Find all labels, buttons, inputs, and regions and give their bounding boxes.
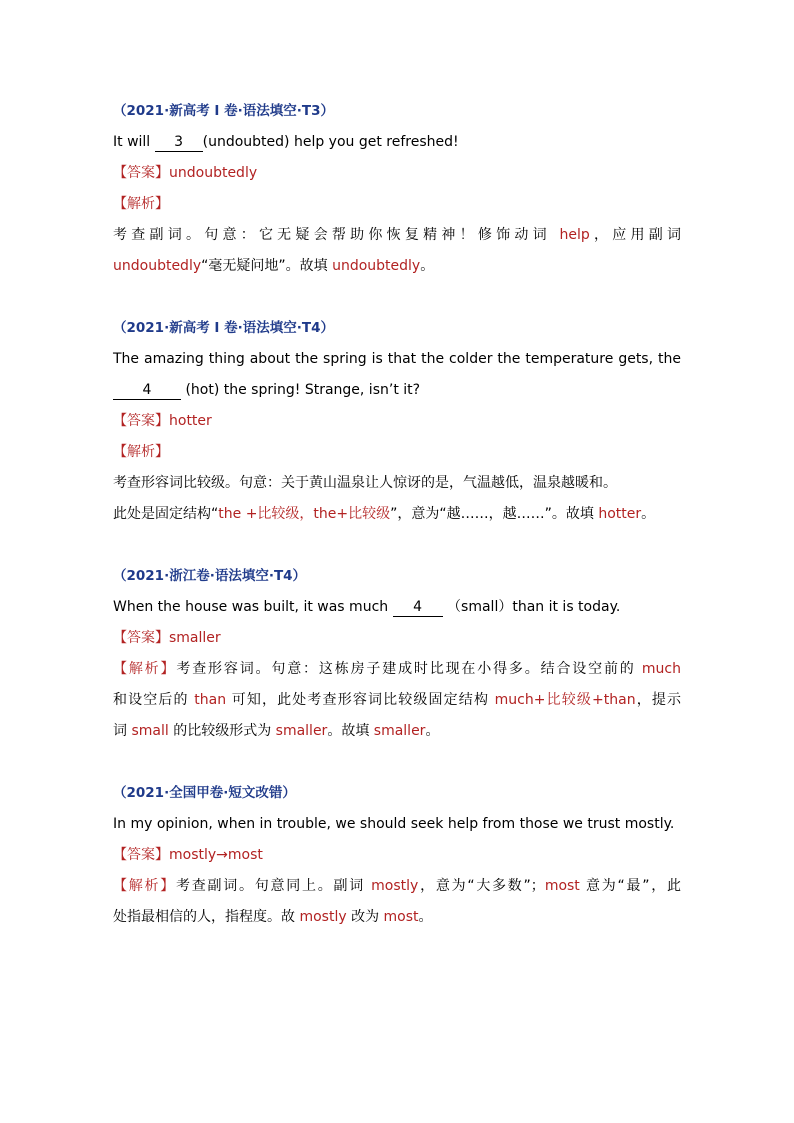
question-text: When the house was built, it was much 4 （small）than it is today. xyxy=(113,599,621,615)
answer-line xyxy=(113,840,681,871)
answer-text: mostly→most xyxy=(169,847,263,863)
section-heading: （2021·新高考 I 卷·语法填空·T3） xyxy=(113,103,334,119)
question-text: The amazing thing about the spring is that the colder the temperature gets, the xyxy=(113,351,681,367)
answer-line xyxy=(113,406,681,437)
answer-line xyxy=(113,623,681,654)
analysis-label: 【解析】 xyxy=(113,196,169,212)
analysis-text: 和设空后的 than 可知，此处考查形容词比较级固定结构 much+比较级+than，提示 xyxy=(113,692,682,708)
answer-label: 【答案】 xyxy=(113,413,169,429)
answer-label: 【答案】 xyxy=(113,630,169,646)
answer-label: 【答案】 xyxy=(113,847,169,863)
analysis-label: 【解析】 xyxy=(113,444,169,460)
section-heading: （2021·全国甲卷·短文改错） xyxy=(113,785,296,801)
analysis-text: 考查形容词比较级。句意：关于黄山温泉让人惊讶的是，气温越低，温泉越暖和。 xyxy=(113,475,617,491)
question-text: In my opinion, when in trouble, we should seek help from those we trust mostly. xyxy=(113,816,675,832)
analysis-text: 此处是固定结构“the +比较级，the+比较级”，意为“越……，越……”。故填 hotter。 xyxy=(113,506,656,522)
answer-blank: 4 xyxy=(113,381,181,400)
analysis-text: 考查副词。句意：它无疑会帮助你恢复精神！修饰动词 help，应用副词 xyxy=(113,227,682,243)
answer-text: hotter xyxy=(169,413,212,429)
answer-blank: 3 xyxy=(155,133,203,152)
answer-text: undoubtedly xyxy=(169,165,258,181)
section-heading: （2021·新高考 I 卷·语法填空·T4） xyxy=(113,320,334,336)
question-text: 4 (hot) the spring! Strange, isn’t it? xyxy=(113,375,681,406)
answer-label: 【答案】 xyxy=(113,165,169,181)
answer-line xyxy=(113,158,681,189)
analysis-text: 【解析】考查形容词。句意：这栋房子建成时比现在小得多。结合设空前的 much xyxy=(113,661,682,677)
analysis-text: 【解析】考查副词。句意同上。副词 mostly，意为“大多数”；most 意为“最”，此 xyxy=(113,878,681,894)
analysis-text: undoubtedly“毫无疑问地”。故填 undoubtedly。 xyxy=(113,258,435,274)
answer-text: smaller xyxy=(169,630,221,646)
section-heading: （2021·浙江卷·语法填空·T4） xyxy=(113,568,307,584)
answer-blank: 4 xyxy=(393,598,443,617)
question-text: It will 3 (undoubted) help you get refreshed! xyxy=(113,134,459,150)
analysis-text: 处指最相信的人，指程度。故 mostly 改为 most。 xyxy=(113,909,433,925)
analysis-text: 词 small 的比较级形式为 smaller。故填 smaller。 xyxy=(113,723,440,739)
document-page xyxy=(113,96,681,933)
